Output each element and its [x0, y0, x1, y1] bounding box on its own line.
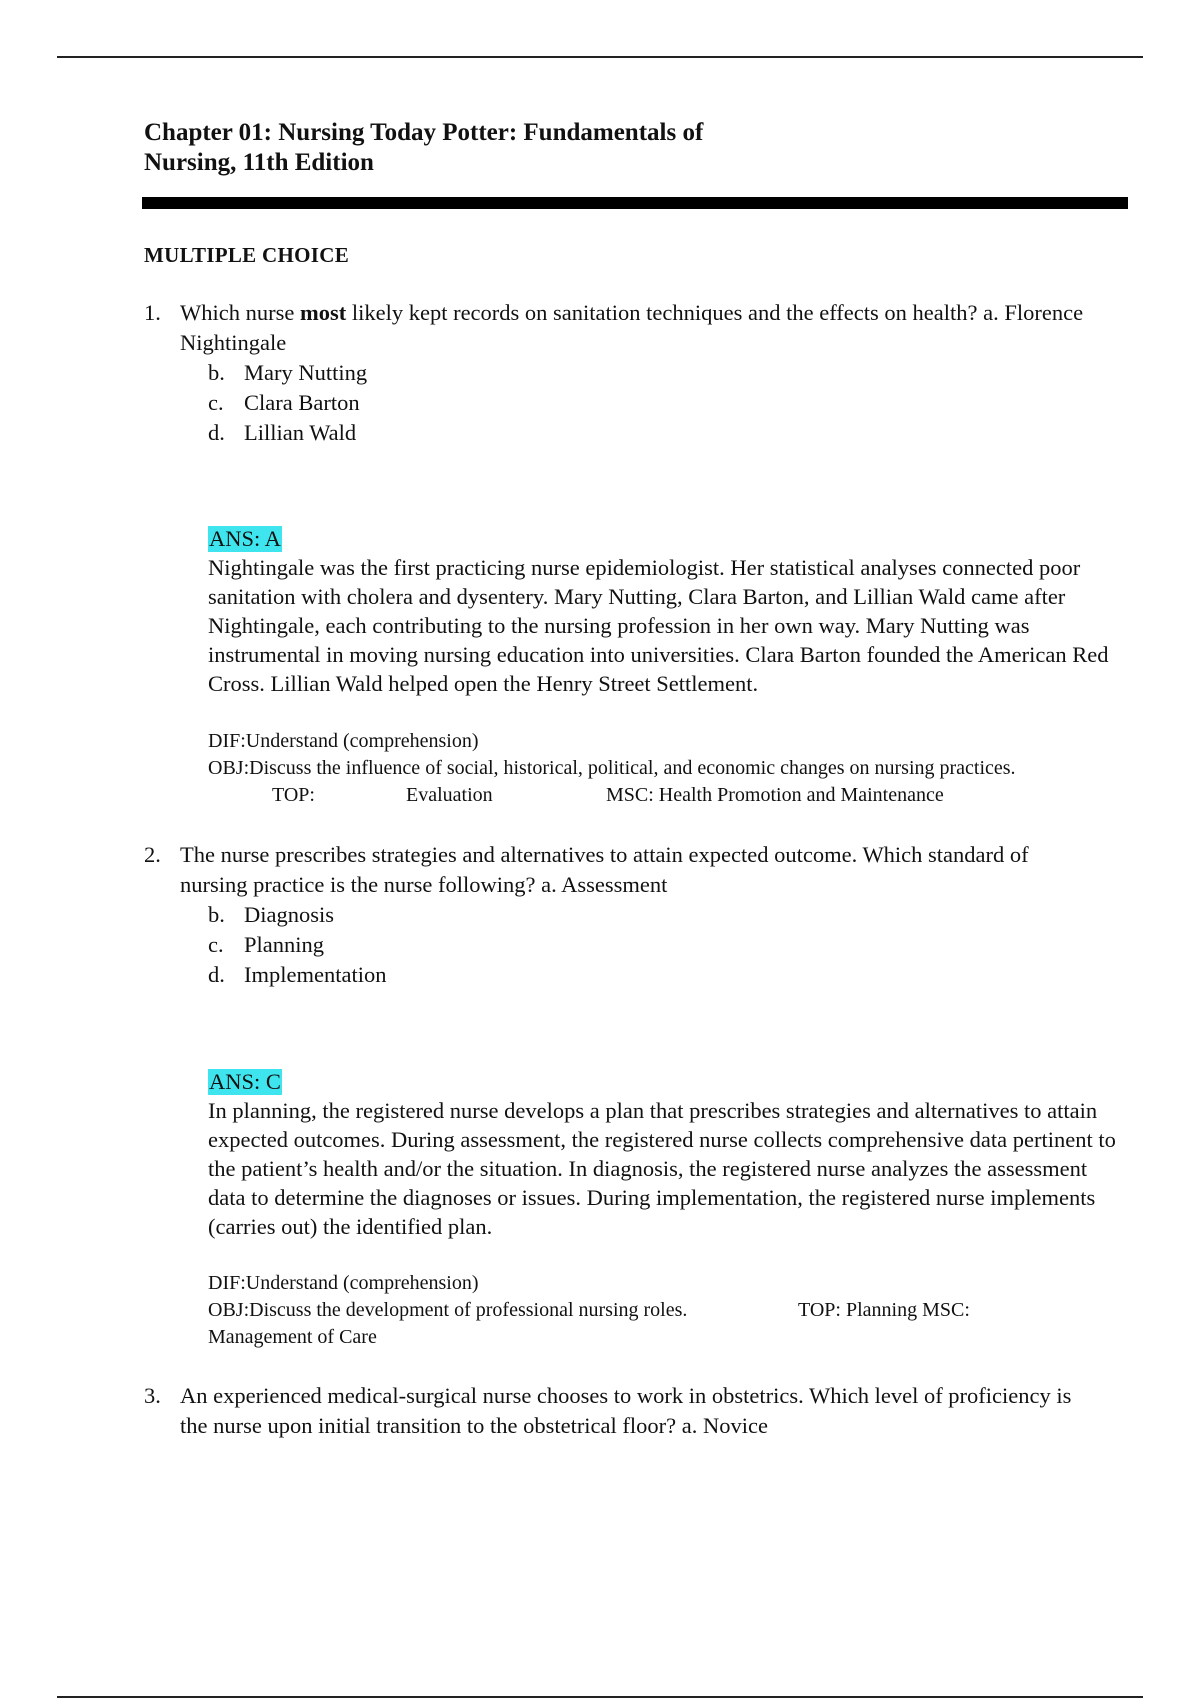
document-title — [144, 118, 844, 178]
emphasis: most — [299, 300, 347, 325]
question-number: 3. — [144, 1383, 161, 1408]
answer-block-1 — [208, 524, 1128, 698]
objective: OBJ:Discuss the development of professional nursing roles. — [208, 1299, 688, 1321]
msc-continuation: Management of Care — [208, 1326, 377, 1348]
option-b: b. Mary Nutting — [208, 360, 368, 385]
question-2 — [144, 840, 1084, 990]
question-1 — [144, 298, 1084, 448]
rationale: In planning, the registered nurse develops a plan that prescribes strategies and alternatives to attain expected outcomes. During assessment, the registered nurse collects comprehensive data pertinent to the patient’s health and/or the situation. In diagnosis, the registered nurse analyzes the assessment data to determine the diagnoses or issues. During implementation, the registered nurse implements (carries out) the identified plan. — [208, 1098, 1116, 1239]
option-c: c. Planning — [208, 932, 325, 957]
title-line-2: Nursing, 11th Edition — [144, 149, 374, 176]
option-c: c. Clara Barton — [208, 390, 360, 415]
question-number: 1. — [144, 300, 161, 325]
top-rule — [57, 56, 1143, 58]
option-b: b. Diagnosis — [208, 902, 334, 927]
topic-msc: TOP: Planning MSC: — [798, 1299, 970, 1321]
meta-block-1 — [208, 728, 1128, 809]
title-line-1: Chapter 01: Nursing Today Potter: Fundamentals of — [144, 119, 704, 146]
options-list — [208, 900, 1084, 990]
answer-label: ANS: C — [209, 1069, 281, 1094]
option-d: d. Lillian Wald — [208, 420, 357, 445]
topic-value: Evaluation — [406, 784, 493, 806]
topic-row — [208, 782, 1128, 809]
question-number: 2. — [144, 842, 161, 867]
section-heading: MULTIPLE CHOICE — [144, 243, 350, 267]
objective: OBJ:Discuss the influence of social, historical, political, and economic changes on nursing practices. — [208, 757, 1016, 779]
question-text: An experienced medical-surgical nurse chooses to work in obstetrics. Which level of proficiency is the nurse upon initial transition to the obstetrical floor? a. Novice — [180, 1383, 1072, 1438]
msc-value: MSC: Health Promotion and Maintenance — [606, 784, 944, 806]
objective-row — [208, 1297, 1128, 1324]
question-3 — [144, 1381, 1084, 1441]
answer-block-2 — [208, 1067, 1128, 1241]
difficulty: DIF:Understand (comprehension) — [208, 1272, 479, 1294]
rationale: Nightingale was the first practicing nurse epidemiologist. Her statistical analyses connected poor sanitation with cholera and dysentery. Mary Nutting, Clara Barton, and Lillian Wald came after Nightingale, each contributing to the nursing profession in her own way. Mary Nutting was instrumental in moving nursing education into universities. Clara Barton founded the American Red Cross. Lillian Wald helped open the Henry Street Settlement. — [208, 555, 1109, 696]
question-text: The nurse prescribes strategies and alternatives to attain expected outcome. Which standard of nursing practice is the nurse following? a. Assessment — [180, 842, 1029, 897]
option-d: d. Implementation — [208, 962, 387, 987]
difficulty: DIF:Understand (comprehension) — [208, 730, 479, 752]
meta-block-2 — [208, 1270, 1128, 1351]
options-list — [208, 358, 1084, 448]
question-text: Which nurse most likely kept records on sanitation techniques and the effects on health? a. Florence Nightingale — [180, 300, 1084, 355]
title-divider — [142, 197, 1128, 209]
answer-label: ANS: A — [209, 526, 281, 551]
bottom-rule — [57, 1696, 1143, 1698]
topic-label: TOP: — [272, 784, 315, 806]
